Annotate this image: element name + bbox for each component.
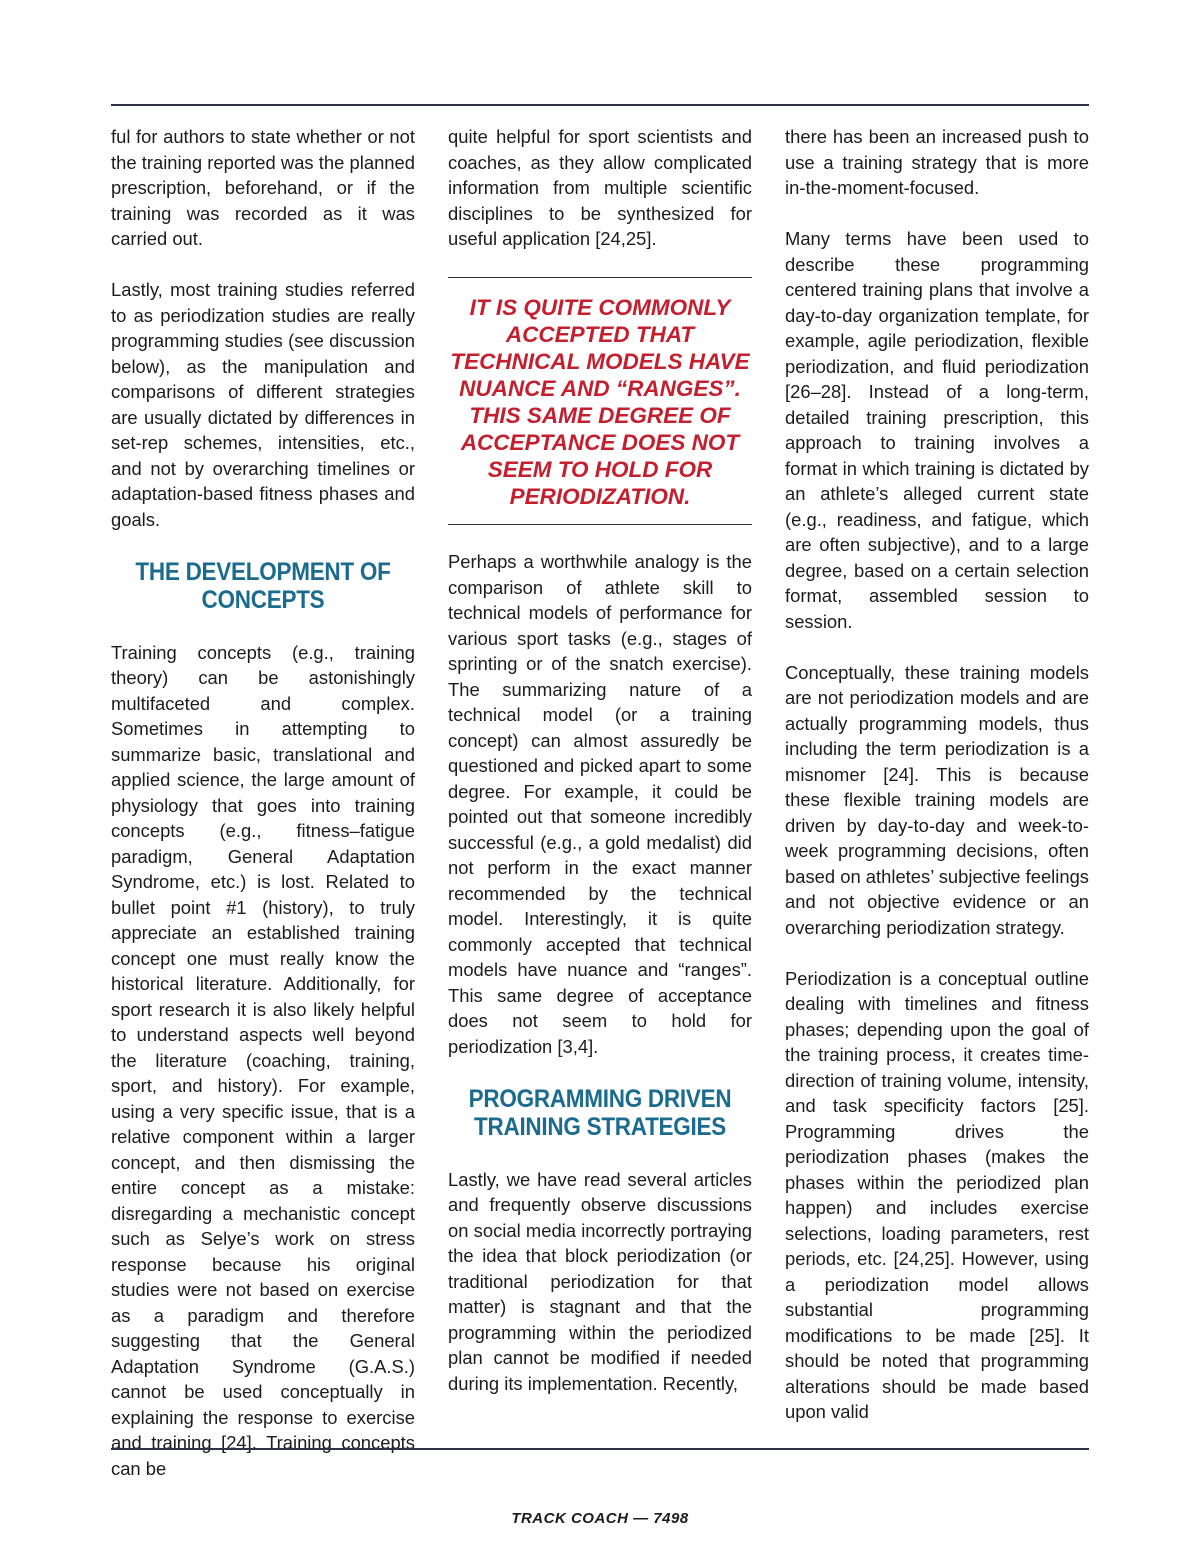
paragraph: Lastly, most training studies referred to as periodization studies are really programming studies (see discussion below), as the manipulation and comparisons of different strategies are usually dictated by differences in set-rep schemes, intensities, etc., and not by overarching timelines or adaptation-based fitness phases and goals. xyxy=(111,279,415,530)
page-footer: TRACK COACH — 7498 xyxy=(511,1510,689,1527)
column-2 xyxy=(448,124,752,1422)
pull-quote: IT IS QUITE COMMONLY ACCEPTED THAT TECHNICAL MODELS HAVE NUANCE AND “RANGES”. THIS SAME DEGREE OF ACCEPTANCE DOES NOT SEEM TO HOLD FOR PERIODIZATION. xyxy=(448,277,752,525)
paragraph: Perhaps a worthwhile analogy is the comparison of athlete skill to technical models of performance for various sport tasks (e.g., stages of sprinting or of the snatch exercise). The summarizing nature of a technical model (or a training concept) can almost assuredly be questioned and picked apart to some degree. For example, it could be pointed out that someone incredibly successful (e.g., a gold medalist) did not perform in the exact manner recommended by the technical model. Interestingly, it is quite commonly accepted that technical models have nuance and “ranges”. This same degree of acceptance does not seem to hold for periodization [3,4]. xyxy=(448,551,752,1057)
paragraph: Periodization is a conceptual outline dealing with timelines and fitness phases; depending upon the goal of the training process, it creates time-direction of training volume, intensity, and task specificity factors [25]. Programming drives the periodization phases (makes the phases within the periodized plan happen) and includes exercise selections, loading parameters, rest periods, etc. [24,25]. However, using a periodization model allows substantial programming modifications to be made [25]. It should be noted that programming alterations should be made based upon valid xyxy=(785,967,1089,1422)
column-3 xyxy=(785,124,1089,1450)
paragraph: Lastly, we have read several articles and frequently observe discussions on social media incorrectly portraying the idea that block periodization (or traditional periodization for that matter) is stagnant and that the programming within the periodized plan cannot be modified if needed during its implementation. Recently, xyxy=(448,1168,752,1394)
paragraph: quite helpful for sport scientists and coaches, as they allow complicated information from multiple scientific disciplines to be synthesized for useful application [24,25]. xyxy=(448,126,752,249)
bottom-rule xyxy=(111,1448,1089,1450)
top-rule xyxy=(111,104,1089,106)
paragraph: ful for authors to state whether or not the training reported was the planned prescription, beforehand, or if the training was recorded as it was carried out. xyxy=(111,126,415,249)
paragraph: Training concepts (e.g., training theory) can be astonishingly multifaceted and complex. Sometimes in attempting to summarize basic, translational and applied science, the large amount of physiology that goes into training concepts (e.g., fitness–fatigue paradigm, General Adaptation Syndrome, etc.) is lost. Related to bullet point #1 (history), to truly appreciate an established training concept one must really know the historical literature. Additionally, for sport research it is also likely helpful to understand aspects well beyond the literature (coaching, training, sport, and history). For example, using a very specific issue, that is a relative component within a larger concept, and then dismissing the entire concept as a mistake: disregarding a mechanistic concept such as Selye’s work on stress response because his original studies were not based on exercise as a paradigm and therefore suggesting that the General Adaptation Syndrome (G.A.S.) cannot be used conceptually in explaining the response to exercise and training [24]. Training concepts can be xyxy=(111,641,415,1479)
paragraph: there has been an increased push to use a training strategy that is more in-the-moment-focused. xyxy=(785,126,1089,198)
paragraph: Conceptually, these training models are not periodization models and are actually programming models, thus including the term periodization is a misnomer [24]. This is because these flexible training models are driven by day-to-day and week-to-week programming decisions, often based on athletes’ subjective feelings and not objective evidence or an overarching periodization strategy. xyxy=(785,661,1089,938)
paragraph: Many terms have been used to describe these programming centered training plans that involve a day-to-day organization template, for example, agile periodization, flexible periodization, and fluid periodization [26–28]. Instead of a long-term, detailed training prescription, this approach to training involves a format in which training is dictated by an athlete’s alleged current state (e.g., readiness, and fatigue, which are often subjective), and to a large degree, based on a certain selection format, assembled session to session. xyxy=(785,228,1089,632)
column-1 xyxy=(111,124,415,1507)
section-heading: PROGRAMMING DRIVEN TRAINING STRATEGIES xyxy=(468,1084,732,1141)
section-heading: THE DEVELOPMENT OF CONCEPTS xyxy=(135,557,391,614)
